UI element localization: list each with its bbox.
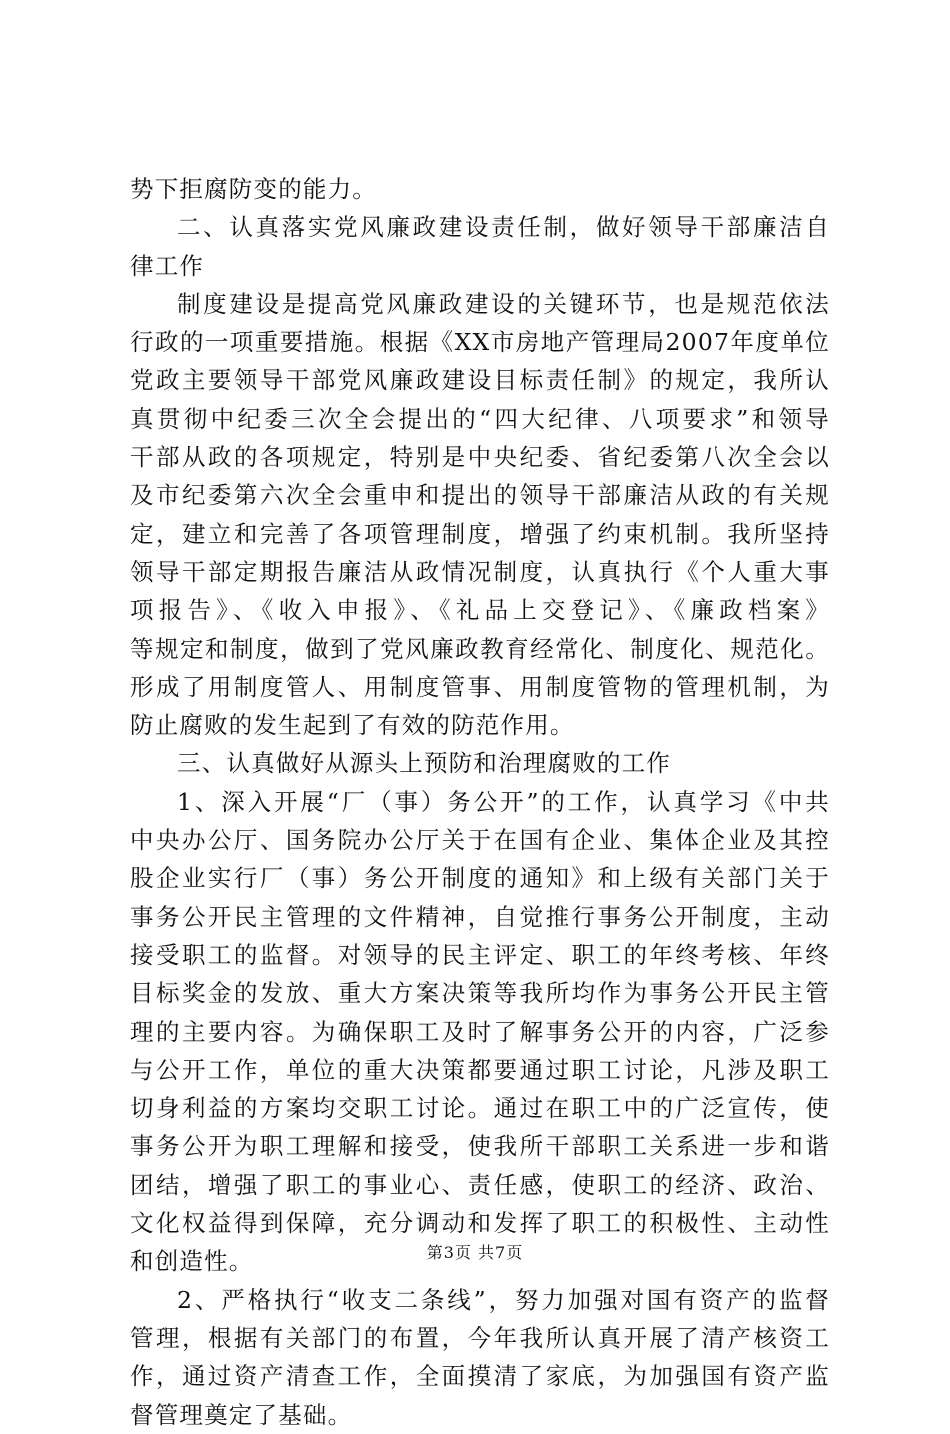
text-line: 股企业实行厂（事）务公开制度的通知》和上级有关部门关于 (130, 864, 830, 893)
text-line: 目标奖金的发放、重大方案决策等我所均作为事务公开民主管 (130, 979, 830, 1008)
text-line: 切身利益的方案均交职工讨论。通过在职工中的广泛宣传，使 (130, 1094, 830, 1123)
text-line: 和创造性。 (130, 1247, 254, 1276)
text-line: 事务公开民主管理的文件精神，自觉推行事务公开制度，主动 (130, 902, 830, 931)
text-line: 中央办公厅、国务院办公厅关于在国有企业、集体企业及其控 (130, 826, 830, 855)
text-line: 作，通过资产清查工作，全面摸清了家底，为加强国有资产监 (130, 1362, 830, 1391)
text-line: 三、认真做好从源头上预防和治理腐败的工作 (177, 749, 671, 778)
text-line: 事务公开为职工理解和接受，使我所干部职工关系进一步和谐 (130, 1132, 830, 1161)
text-line: 项报告》、《收入申报》、《礼品上交登记》、《廉政档案》 (130, 596, 830, 625)
text-line: 制度建设是提高党风廉政建设的关键环节，也是规范依法 (177, 289, 830, 318)
text-line: 真贯彻中纪委三次全会提出的“四大纪律、八项要求”和领导 (130, 404, 830, 433)
page-footer: 第3页 共7页 (426, 1243, 524, 1262)
text-line: 理的主要内容。为确保职工及时了解事务公开的内容，广泛参 (130, 1017, 830, 1046)
text-line: 2、严格执行“收支二条线”，努力加强对国有资产的监督 (177, 1285, 830, 1314)
text-line: 二、认真落实党风廉政建设责任制，做好领导干部廉洁自 (177, 213, 830, 242)
text-line: 1、深入开展“厂（事）务公开”的工作，认真学习《中共 (177, 787, 830, 816)
text-line: 等规定和制度，做到了党风廉政教育经常化、制度化、规范化。 (130, 634, 830, 663)
text-line: 及市纪委第六次全会重申和提出的领导干部廉洁从政的有关规 (130, 481, 830, 510)
text-line: 律工作 (130, 251, 205, 280)
text-line: 定，建立和完善了各项管理制度，增强了约束机制。我所坚持 (130, 519, 830, 548)
text-line: 文化权益得到保障，充分调动和发挥了职工的积极性、主动性 (130, 1209, 830, 1238)
text-line: 防止腐败的发生起到了有效的防范作用。 (130, 711, 575, 740)
text-line: 势下拒腐防变的能力。 (130, 175, 377, 203)
text-line: 行政的一项重要措施。根据《XX市房地产管理局2007年度单位 (130, 328, 830, 357)
text-line: 团结，增强了职工的事业心、责任感，使职工的经济、政治、 (130, 1170, 830, 1199)
text-line: 接受职工的监督。对领导的民主评定、职工的年终考核、年终 (130, 940, 830, 969)
text-line: 领导干部定期报告廉洁从政情况制度，认真执行《个人重大事 (130, 557, 830, 586)
text-line: 党政主要领导干部党风廉政建设目标责任制》的规定，我所认 (130, 366, 830, 395)
text-line: 干部从政的各项规定，特别是中央纪委、省纪委第八次全会以 (130, 443, 830, 472)
text-line: 与公开工作，单位的重大决策都要通过职工讨论，凡涉及职工 (130, 1055, 830, 1084)
text-line: 形成了用制度管人、用制度管事、用制度管物的管理机制，为 (130, 672, 830, 701)
text-line: 督管理奠定了基础。 (130, 1400, 353, 1429)
text-line: 管理，根据有关部门的布置，今年我所认真开展了清产核资工 (130, 1323, 830, 1352)
